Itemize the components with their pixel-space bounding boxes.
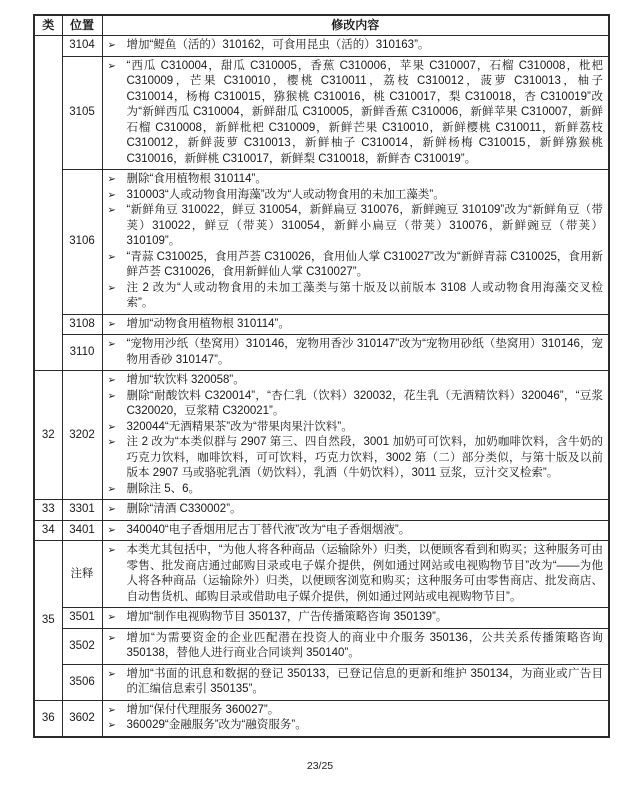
- change-item: [105, 523, 604, 539]
- page-number: 23/25: [306, 760, 334, 772]
- arrow-bullet-icon: ➢: [107, 375, 116, 386]
- position-cell: 3104: [62, 36, 102, 57]
- header-row: [34, 15, 609, 36]
- content-cell: [102, 541, 609, 608]
- position-cell: 3108: [62, 314, 102, 335]
- change-item: [105, 172, 604, 188]
- change-text: “宠物用沙纸（垫窝用）310146，宠物用香沙 310147”改为“宠物用砂纸（垫窝用）310146，宠物用香砂 310147”。: [126, 338, 603, 366]
- arrow-bullet-icon: ➢: [107, 545, 116, 556]
- arrow-bullet-icon: ➢: [107, 390, 116, 402]
- change-item: [105, 703, 604, 719]
- change-text: 注 2 改为“本类似群与 2907 第三、四自然段，3001 加奶可可饮料，加奶咖啡饮料，含牛奶的巧克力饮料，咖啡饮料，可可饮料，巧克力饮料，3002 第（二）部分类似，与第十版及以前版本 2907 马或骆驼乳酒（奶饮料），乳酒（牛奶饮料），3011 豆浆，豆汁交叉检索”。: [126, 436, 603, 479]
- change-text: “青蒜 C310025，食用芦荟 C310026，食用仙人掌 C310027”改为“新鲜青蒜 C310025，食用新鲜芦荟 C310026，食用新鲜仙人掌 C310027”。: [126, 250, 603, 278]
- content-cell: [102, 335, 609, 371]
- arrow-bullet-icon: ➢: [107, 504, 116, 515]
- class-cell: 32: [34, 371, 62, 500]
- change-text: 310003“人或动物食用海藻”改为“人或动物食用的未加工藻类”。: [126, 188, 445, 201]
- table-row: [34, 36, 609, 57]
- content-cell: [102, 608, 609, 629]
- table-row: [34, 700, 609, 737]
- content-cell: [102, 664, 609, 700]
- position-cell: 3202: [62, 371, 102, 500]
- col-header-position: 位置: [62, 15, 102, 36]
- arrow-bullet-icon: ➢: [107, 60, 116, 72]
- table-row: [34, 170, 609, 315]
- change-text: “新鲜角豆 310022，鲜豆 310054，新鲜扁豆 310076，新鲜豌豆 310109”改为“新鲜角豆（带荚）310022，鲜豆（带荚）310054，新鲜小扁豆（带荚）310076，新鲜豌豆（带荚）310109”。: [126, 204, 603, 247]
- position-cell: 3506: [62, 664, 102, 700]
- arrow-bullet-icon: ➢: [107, 318, 116, 330]
- position-cell: 注释: [62, 541, 102, 608]
- change-text: 删除注 5、6。: [126, 482, 200, 495]
- col-header-class: 类: [34, 15, 62, 36]
- change-text: 增加“保付代理服务 360027”。: [126, 703, 280, 716]
- change-item: [105, 543, 604, 605]
- arrow-bullet-icon: ➢: [107, 612, 116, 623]
- arrow-bullet-icon: ➢: [107, 483, 116, 495]
- change-item: [105, 203, 604, 250]
- class-cell: 35: [34, 541, 62, 701]
- table-row: [34, 541, 609, 608]
- class-cell: 36: [34, 700, 62, 737]
- position-cell: 3110: [62, 335, 102, 371]
- change-item: [105, 373, 604, 389]
- table-row: [34, 608, 609, 629]
- change-item: [105, 420, 604, 436]
- change-text: 增加“鳀鱼（活的）310162，可食用昆虫（活的）310163”。: [126, 39, 430, 51]
- change-item: [105, 317, 604, 333]
- change-item: [105, 631, 604, 662]
- table-row: [34, 314, 609, 335]
- change-text: 增加“为需要资金的企业匹配潜在投资人的商业中介服务 350136，公共关系传播策略咨询 350138，替他人进行商业合同谈判 350140”。: [126, 631, 603, 659]
- table-row: [34, 628, 609, 664]
- class-cell: 33: [34, 500, 62, 521]
- change-item: [105, 281, 604, 312]
- col-header-content: 修改内容: [102, 15, 609, 36]
- arrow-bullet-icon: ➢: [107, 668, 116, 680]
- revision-table: [33, 14, 610, 738]
- content-cell: [102, 371, 609, 500]
- arrow-bullet-icon: ➢: [107, 282, 116, 294]
- table-row: [34, 520, 609, 541]
- position-cell: 3401: [62, 520, 102, 541]
- arrow-bullet-icon: ➢: [107, 437, 116, 448]
- change-item: [105, 502, 604, 518]
- content-cell: [102, 56, 609, 170]
- table-row: [34, 371, 609, 500]
- table-row: [34, 664, 609, 700]
- change-item: [105, 337, 604, 368]
- class-cell: [34, 36, 62, 371]
- table-row: [34, 56, 609, 170]
- change-item: [105, 718, 604, 734]
- change-text: 删除“食用植物根 310114”。: [126, 173, 267, 185]
- change-text: 删除“清酒 C330002”。: [126, 503, 242, 515]
- arrow-bullet-icon: ➢: [107, 251, 116, 263]
- change-item: [105, 667, 604, 698]
- content-cell: [102, 36, 609, 57]
- position-cell: 3105: [62, 56, 102, 170]
- change-text: 增加“软饮料 320058”。: [126, 374, 245, 386]
- content-cell: [102, 520, 609, 541]
- arrow-bullet-icon: ➢: [107, 205, 116, 216]
- change-item: [105, 59, 604, 168]
- class-cell: 34: [34, 520, 62, 541]
- position-cell: 3602: [62, 700, 102, 737]
- change-item: [105, 188, 604, 204]
- arrow-bullet-icon: ➢: [107, 189, 116, 201]
- arrow-bullet-icon: ➢: [107, 524, 116, 536]
- arrow-bullet-icon: ➢: [107, 40, 116, 51]
- position-cell: 3501: [62, 608, 102, 629]
- change-item: [105, 389, 604, 420]
- change-item: [105, 482, 604, 498]
- content-cell: [102, 628, 609, 664]
- position-cell: 3301: [62, 500, 102, 521]
- change-text: 本类尤其包括中，“为他人将各种商品（运输除外）归类，以便顾客看到和购买；这种服务可由零售、批发商店通过邮购目录或电子媒介提供，例如通过网站或电视购物节目”改为“——为他人将各种商品（运输除外）归类，以便顾客浏览和购买；这种服务可由零售商店、批发商店、自动售货机、邮购目录或借助电子媒介提供，例如通过网站或电视购物节目”。: [126, 544, 603, 603]
- change-text: 增加“书面的讯息和数据的登记 350133，已登记信息的更新和维护 350134，为商业或广告目的汇编信息索引 350135”。: [126, 667, 603, 695]
- content-cell: [102, 500, 609, 521]
- change-text: 删除“耐酸饮料 C320014”，“杏仁乳（饮料）320032，花生乳（无酒精饮料）320046”，“豆浆 C320020，豆浆精 C320021”。: [126, 389, 603, 417]
- change-text: 360029“金融服务”改为“融资服务”。: [126, 719, 307, 731]
- content-cell: [102, 700, 609, 737]
- change-text: 增加“动物食用植物根 310114”。: [126, 317, 290, 330]
- position-cell: 3106: [62, 170, 102, 315]
- change-item: [105, 435, 604, 482]
- content-cell: [102, 314, 609, 335]
- change-item: [105, 250, 604, 281]
- arrow-bullet-icon: ➢: [107, 632, 116, 644]
- content-cell: [102, 170, 609, 315]
- change-text: 注 2 改为“人或动物食用的未加工藻类与第十版及以前版本 3108 人或动物食用海藻交叉检索”。: [126, 281, 603, 309]
- table-row: [34, 335, 609, 371]
- change-item: [105, 610, 604, 626]
- table-row: [34, 500, 609, 521]
- arrow-bullet-icon: ➢: [107, 174, 116, 185]
- change-text: 320044“无酒精果茶”改为“带果肉果汁饮料”。: [126, 420, 353, 433]
- position-cell: 3502: [62, 628, 102, 664]
- change-text: 340040“电子香烟用尼古丁替代液”改为“电子香烟烟液”。: [126, 523, 411, 536]
- change-item: [105, 38, 604, 54]
- arrow-bullet-icon: ➢: [107, 720, 116, 731]
- change-text: 增加“制作电视购物节目 350137，广告传播策略咨询 350139”。: [126, 611, 448, 623]
- arrow-bullet-icon: ➢: [107, 704, 116, 716]
- arrow-bullet-icon: ➢: [107, 339, 116, 350]
- arrow-bullet-icon: ➢: [107, 421, 116, 433]
- change-text: “西瓜 C310004，甜瓜 C310005，香蕉 C310006，苹果 C310007，石榴 C310008，枇杷 C310009，芒果 C310010，樱桃 C310011，荔枝 C310012，菠萝 C310013，柚子 C310014，杨梅 C310015，猕猴桃 C310016，桃 C310017，梨 C310018，杏 C310019”改为“新鲜西瓜 C310004，新鲜甜瓜 C310005，新鲜香蕉 C310006，新鲜苹果 C310007，新鲜石榴 C310008，新鲜枇杷 C310009，新鲜芒果 C310010，新鲜樱桃 C310011，新鲜荔枝 C310012，新鲜菠萝 C310013，新鲜柚子 C310014，新鲜杨梅 C310015，新鲜猕猴桃 C310016，新鲜桃 C310017，新鲜梨 C310018，新鲜杏 C310019”。: [126, 59, 603, 165]
